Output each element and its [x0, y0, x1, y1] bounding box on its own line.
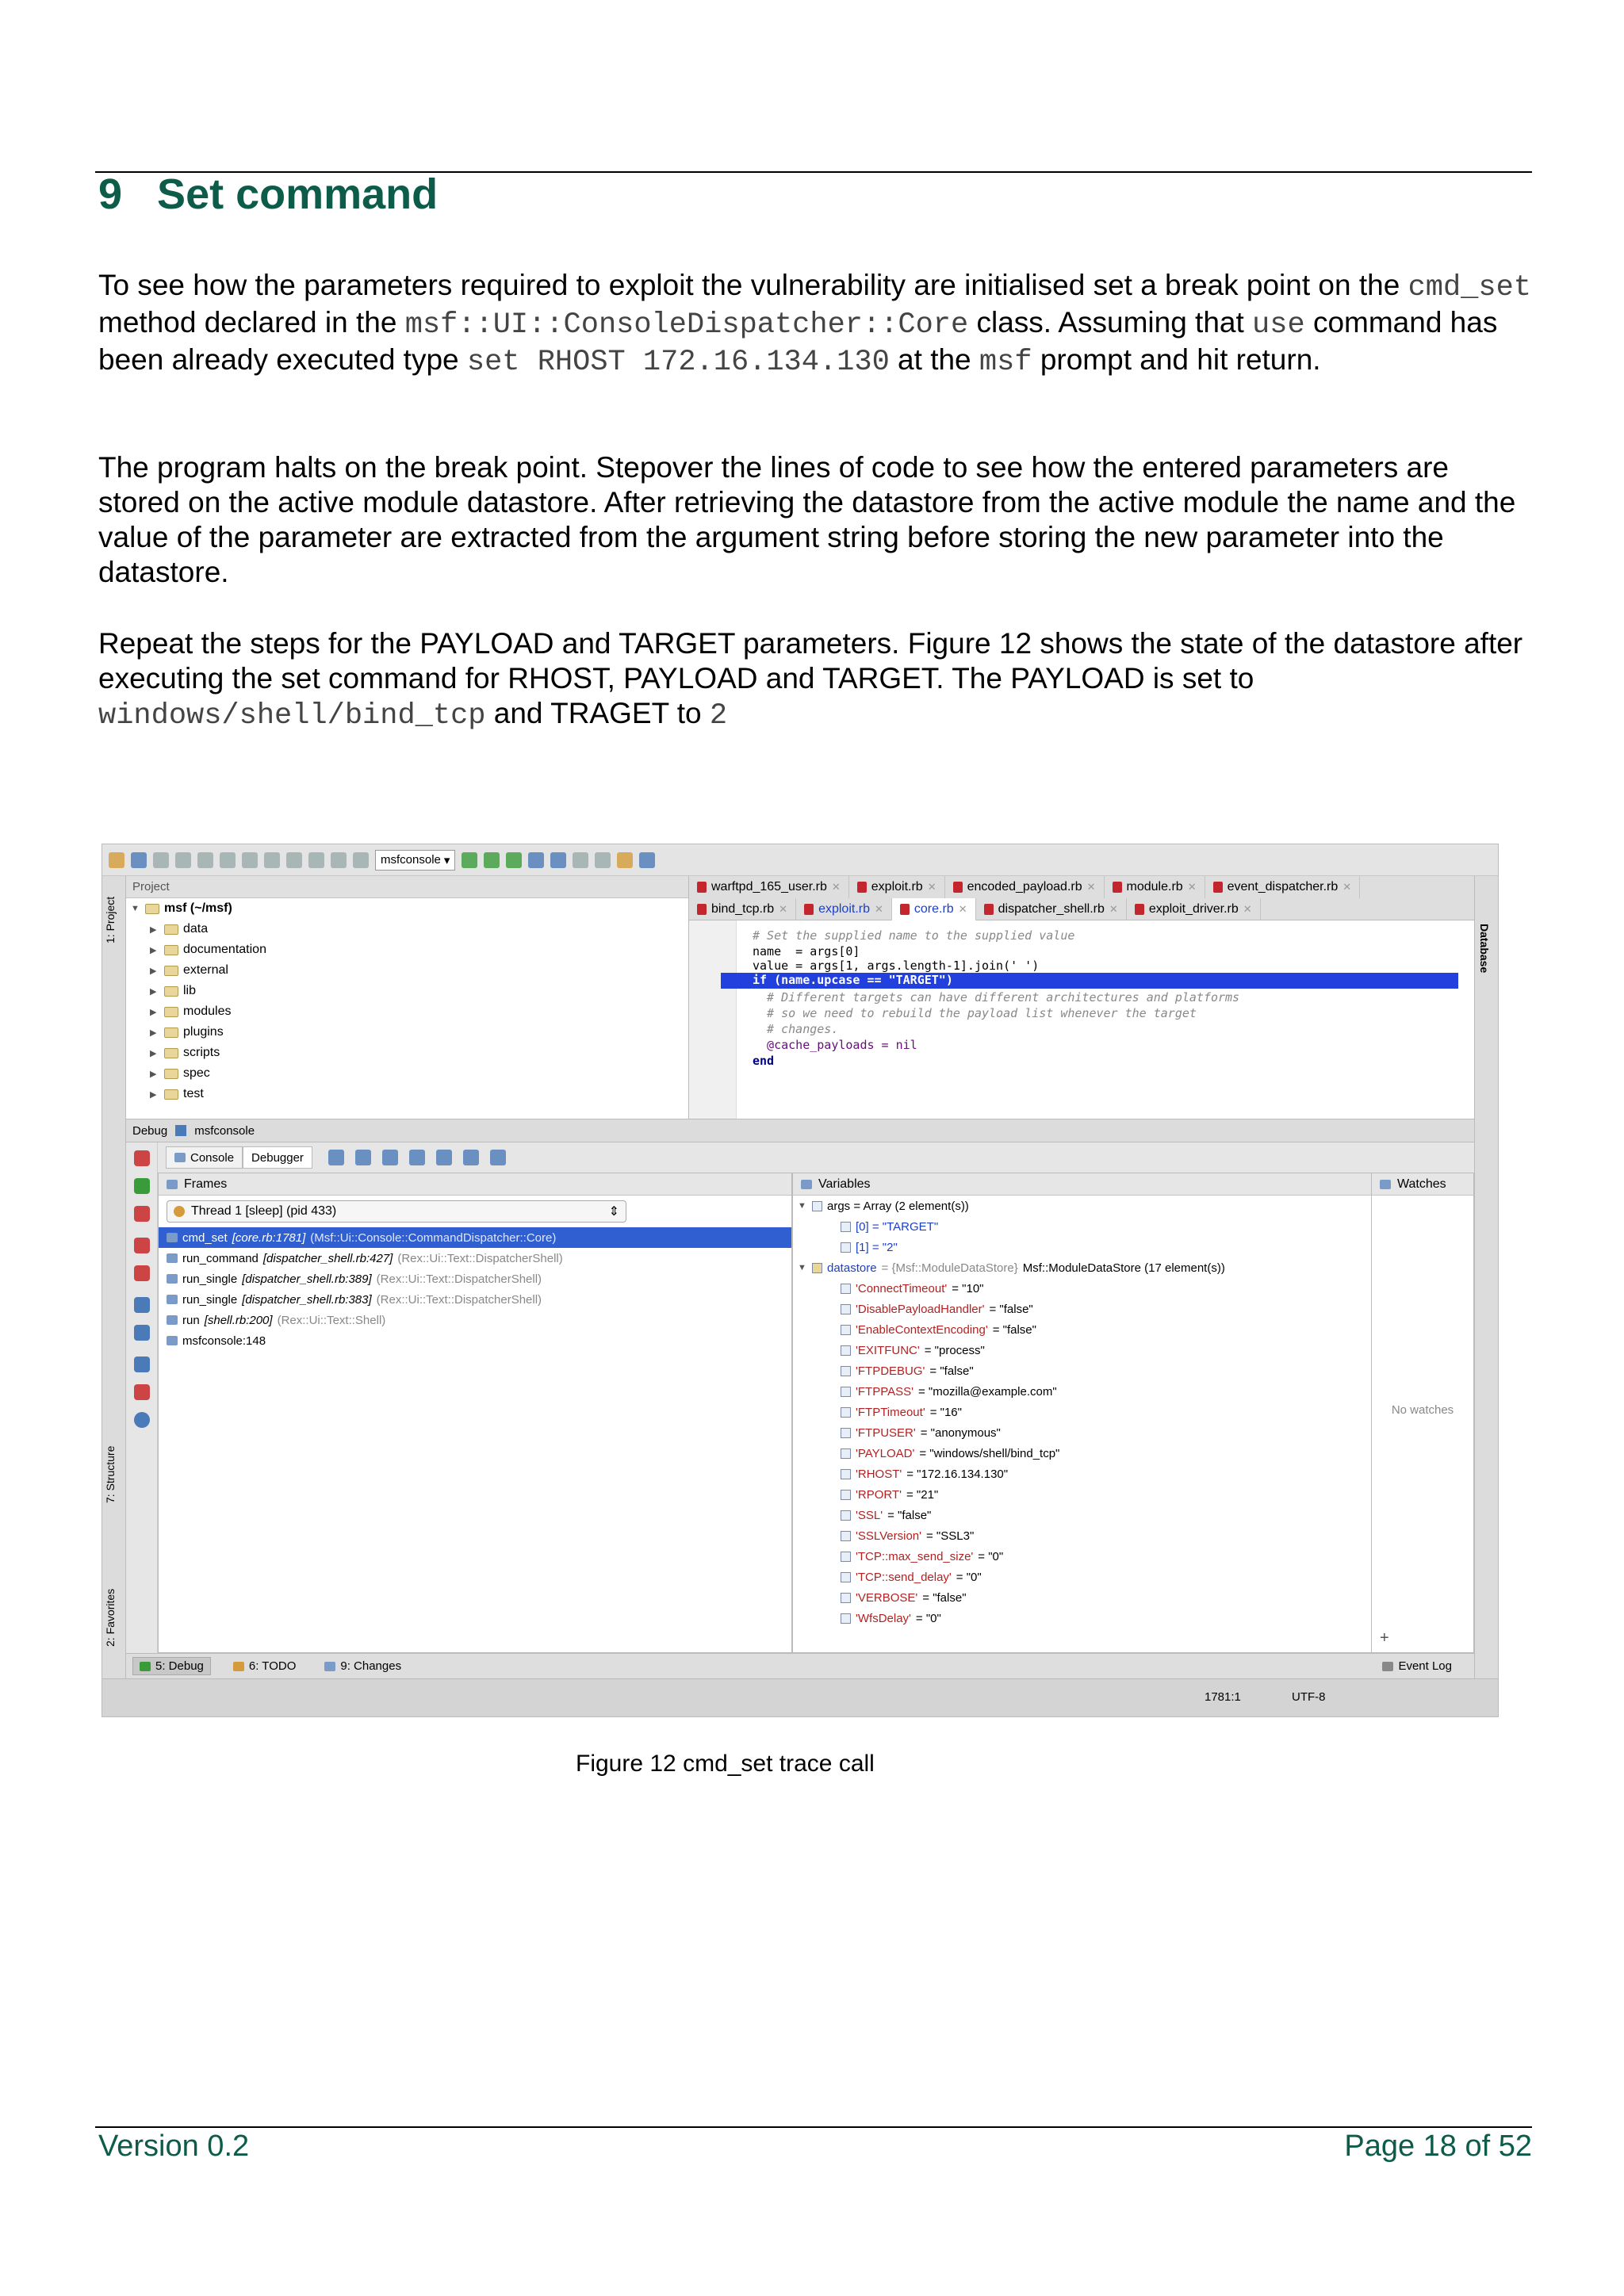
debug-header: Debug msfconsole [126, 1119, 1474, 1142]
code-set-rhost: set RHOST 172.16.134.130 [466, 346, 890, 379]
datastore-entry[interactable]: 'SSL' = "false" [793, 1505, 1442, 1525]
open-icon[interactable] [109, 852, 124, 868]
paste-icon[interactable] [264, 852, 280, 868]
datastore-entry[interactable]: 'FTPDEBUG' = "false" [793, 1360, 1442, 1381]
status-bar [102, 1678, 1498, 1716]
close-tab-icon[interactable]: ✕ [958, 903, 967, 915]
debug-icon[interactable] [484, 852, 500, 868]
left-tool-strip [102, 876, 126, 1693]
datastore-entry[interactable]: 'RPORT' = "21" [793, 1484, 1442, 1505]
ruby-file-icon [857, 882, 867, 893]
editor-tab[interactable]: exploit.rb ✕ [796, 898, 892, 920]
bottom-tool-tabs [126, 1653, 1474, 1678]
help-icon[interactable] [134, 1412, 150, 1428]
tool-tab-todo[interactable]: 6: TODO [227, 1658, 302, 1674]
run-icon[interactable] [462, 852, 477, 868]
editor-tab[interactable]: bind_tcp.rb ✕ [689, 898, 796, 920]
field-icon [841, 1428, 851, 1438]
watches-header: Watches [1372, 1173, 1473, 1196]
watches-panel [1371, 1173, 1474, 1653]
field-icon [841, 1345, 851, 1356]
code-payload: windows/shell/bind_tcp [98, 699, 486, 733]
thread-select[interactable]: Thread 1 [sleep] (pid 433) ⇕ [167, 1200, 626, 1223]
thread-icon [174, 1206, 185, 1217]
field-icon [841, 1531, 851, 1541]
tree-folder[interactable]: ▶ test [150, 1087, 204, 1100]
datastore-entry[interactable]: 'VERBOSE' = "false" [793, 1587, 1442, 1608]
datastore-entries [793, 1278, 1442, 1628]
plugin-icon[interactable] [617, 852, 633, 868]
code-editor[interactable] [689, 920, 1474, 1119]
section-heading [98, 170, 438, 219]
datastore-entry[interactable]: 'EXITFUNC' = "process" [793, 1340, 1442, 1360]
tree-folder[interactable]: ▶ modules [150, 1004, 232, 1018]
project-panel [126, 876, 689, 1119]
frame-icon [167, 1274, 178, 1284]
debug-tabs [158, 1142, 1474, 1173]
project-header[interactable]: Project [126, 876, 688, 898]
editor-tab[interactable]: dispatcher_shell.rb ✕ [976, 898, 1127, 920]
section-title: Set command [157, 170, 439, 218]
right-tool-strip [1474, 876, 1498, 1693]
back-icon[interactable] [331, 852, 347, 868]
tree-folder[interactable]: ▶ scripts [150, 1046, 220, 1059]
field-icon [841, 1510, 851, 1521]
folder-icon [164, 1027, 178, 1038]
editor-gutter[interactable] [689, 920, 737, 1119]
tree-folder[interactable]: ▶ data [150, 922, 209, 936]
frames-header: Frames [159, 1173, 791, 1196]
debug-side-toolbar [126, 1142, 158, 1653]
close-tab-icon[interactable]: ✕ [1109, 903, 1118, 915]
datastore-entry[interactable]: 'FTPPASS' = "mozilla@example.com" [793, 1381, 1442, 1402]
ruby-file-icon [953, 882, 963, 893]
code-target: 2 [709, 699, 728, 733]
ruby-file-icon [984, 904, 994, 915]
code-line: if (name.upcase == "TARGET") [753, 973, 953, 987]
folder-icon [164, 1069, 178, 1079]
editor-tab[interactable]: encoded_payload.rb ✕ [945, 876, 1105, 898]
tool-tab-debug[interactable]: 5: Debug [132, 1657, 211, 1675]
force-step-into-icon[interactable] [409, 1150, 425, 1165]
field-icon [841, 1490, 851, 1500]
var-args-item[interactable]: [1] = "2" [793, 1237, 1442, 1257]
tool-tab-favorites[interactable]: 2: Favorites [104, 1588, 117, 1647]
ruby-file-icon [804, 904, 814, 915]
code-cmd-set: cmd_set [1408, 271, 1531, 304]
add-watch-button[interactable]: + [1380, 1629, 1389, 1647]
ruby-file-icon [1113, 882, 1122, 893]
code-line: end [753, 1054, 775, 1068]
close-tab-icon[interactable]: ✕ [1342, 881, 1352, 893]
code-line: # so we need to rebuild the payload list whenever the target [753, 1006, 1197, 1020]
code-msf: msf [979, 346, 1032, 379]
editor-tab[interactable]: event_dispatcher.rb ✕ [1205, 876, 1361, 898]
frame-icon [167, 1233, 178, 1242]
field-icon [841, 1222, 851, 1232]
paragraph-repeat: Repeat the steps for the PAYLOAD and TARGET parameters. Figure 12 shows the state of the datastore after executing the set command for RHOST, PAYLOAD and TARGET. The PAYLOAD is set to windows/shell/bind_tcp and TRAGET to 2 [98, 627, 1523, 733]
folder-icon [164, 986, 178, 997]
ide-toolbar [102, 844, 1498, 876]
layout-icon[interactable] [134, 1297, 150, 1313]
undo-icon[interactable] [175, 852, 191, 868]
tree-folder[interactable]: ▶ spec [150, 1066, 210, 1080]
restore-layout-icon[interactable] [134, 1325, 150, 1341]
code-line: value = args[1, args.length-1].join(' ') [753, 959, 1040, 973]
frame-icon [167, 1315, 178, 1325]
field-icon [841, 1284, 851, 1294]
code-line: # Set the supplied name to the supplied value [753, 928, 1075, 943]
tree-root[interactable]: ▼ msf (~/msf) [131, 901, 232, 915]
stack-frame[interactable]: run [shell.rb:200] (Rex::Ui::Text::Shell) [159, 1310, 791, 1330]
variables-header: Variables [793, 1173, 1442, 1196]
datastore-entry[interactable]: 'SSLVersion' = "SSL3" [793, 1525, 1442, 1546]
folder-icon [164, 924, 178, 935]
datastore-entry[interactable]: 'DisablePayloadHandler' = "false" [793, 1299, 1442, 1319]
datastore-entry[interactable]: 'FTPTimeout' = "16" [793, 1402, 1442, 1422]
step-over-icon[interactable] [355, 1150, 371, 1165]
array-icon [812, 1201, 822, 1211]
code-line: @cache_payloads = nil [753, 1038, 917, 1052]
close-tab-icon[interactable]: ✕ [1086, 881, 1096, 893]
bottom-rule [95, 2126, 1532, 2128]
stack-frame[interactable]: run_single [dispatcher_shell.rb:389] (Rex::Ui::Text::DispatcherShell) [159, 1269, 791, 1289]
close-tab-icon[interactable]: ✕ [927, 881, 936, 893]
datastore-entry[interactable]: 'ConnectTimeout' = "10" [793, 1278, 1442, 1299]
resume-icon[interactable] [134, 1178, 150, 1194]
footer-page-number: Page 18 of 52 [1344, 2130, 1532, 2163]
tab-row-1 [689, 876, 1474, 898]
field-icon [841, 1366, 851, 1376]
field-icon [841, 1552, 851, 1562]
run-config-select[interactable]: msfconsole ▾ [375, 850, 455, 871]
field-icon [841, 1242, 851, 1253]
field-icon [841, 1304, 851, 1314]
tool-tab-project[interactable]: 1: Project [104, 896, 117, 943]
help-icon[interactable] [639, 852, 655, 868]
datastore-entry[interactable]: 'TCP::send_delay' = "0" [793, 1567, 1442, 1587]
find-icon[interactable] [286, 852, 302, 868]
frame-icon [167, 1253, 178, 1263]
vcs-icon[interactable] [573, 852, 588, 868]
file-encoding[interactable]: UTF-8 [1292, 1690, 1326, 1704]
field-icon [841, 1572, 851, 1582]
stack-frame[interactable]: run_single [dispatcher_shell.rb:383] (Rex::Ui::Text::DispatcherShell) [159, 1289, 791, 1310]
tree-folder[interactable]: ▶ external [150, 963, 228, 977]
forward-icon[interactable] [353, 852, 369, 868]
run-to-cursor-icon[interactable] [463, 1150, 479, 1165]
folder-icon [164, 1007, 178, 1017]
editor-tab[interactable]: warftpd_165_user.rb ✕ [689, 876, 849, 898]
stack-frame[interactable]: run_command [dispatcher_shell.rb:427] (Rex::Ui::Text::DispatcherShell) [159, 1248, 791, 1269]
var-datastore[interactable]: ▼ datastore = {Msf::ModuleDataStore} Msf::ModuleDataStore (17 element(s)) [798, 1261, 1225, 1275]
footer-version: Version 0.2 [98, 2130, 250, 2163]
ruby-file-icon [1135, 904, 1144, 915]
editor-tab[interactable]: exploit.rb ✕ [849, 876, 945, 898]
paragraph-breakpoint: To see how the parameters required to exploit the vulnerability are initialised set a break point on the cmd_set method declared in the msf::UI::ConsoleDispatcher::Core class. Assuming that use command has been already executed type set RHOST 172.16.134.130 at the msf prompt and hit return. [98, 269, 1531, 379]
pin-icon[interactable] [134, 1357, 150, 1372]
tools-icon[interactable] [595, 852, 611, 868]
ruby-file-icon [900, 904, 910, 915]
view-breakpoints-icon[interactable] [134, 1238, 150, 1253]
step-out-icon[interactable] [436, 1150, 452, 1165]
folder-icon [164, 1048, 178, 1058]
tool-tab-structure[interactable]: 7: Structure [104, 1445, 117, 1504]
editor-tab[interactable]: exploit_driver.rb ✕ [1127, 898, 1261, 920]
tab-row-2 [689, 898, 1474, 920]
event-log-button[interactable]: Event Log [1376, 1658, 1458, 1674]
field-icon [841, 1325, 851, 1335]
frame-icon [167, 1295, 178, 1304]
tree-folder[interactable]: ▶ documentation [150, 943, 266, 956]
tree-list [126, 919, 688, 1104]
close-tab-icon[interactable]: ✕ [1243, 903, 1252, 915]
field-icon [841, 1407, 851, 1418]
step-into-icon[interactable] [382, 1150, 398, 1165]
datastore-entry[interactable]: 'PAYLOAD' = "windows/shell/bind_tcp" [793, 1443, 1442, 1464]
stack-frame[interactable]: cmd_set [core.rb:1781] (Msf::Ui::Console::CommandDispatcher::Core) [159, 1227, 791, 1248]
field-icon [841, 1469, 851, 1479]
replace-icon[interactable] [308, 852, 324, 868]
caret-position[interactable]: 1781:1 [1205, 1690, 1241, 1704]
folder-icon [164, 966, 178, 976]
section-number: 9 [98, 170, 123, 218]
field-icon [841, 1613, 851, 1624]
var-args[interactable]: ▼ args = Array (2 element(s)) [798, 1199, 969, 1213]
frame-icon [167, 1336, 178, 1345]
debug-config-icon [175, 1125, 186, 1136]
close-tab-icon[interactable]: ✕ [779, 903, 788, 915]
redo-icon[interactable] [197, 852, 213, 868]
code-use: use [1252, 308, 1305, 342]
ruby-file-icon [1213, 882, 1223, 893]
show-execution-point-icon[interactable] [328, 1150, 344, 1165]
code-line: # Different targets can have different architectures and platforms [753, 990, 1240, 1004]
settings-icon[interactable] [528, 852, 544, 868]
stack-frame[interactable]: msfconsole:148 [159, 1330, 791, 1351]
folder-icon [164, 1089, 178, 1100]
tree-folder[interactable]: ▶ plugins [150, 1025, 224, 1039]
editor-tabs [689, 876, 1474, 920]
no-watches-text: No watches [1391, 1403, 1454, 1417]
tree-folder[interactable]: ▶ lib [150, 984, 197, 997]
frame-list [159, 1227, 791, 1351]
datastore-entry[interactable]: 'RHOST' = "172.16.134.130" [793, 1464, 1442, 1484]
copy-icon[interactable] [242, 852, 258, 868]
field-icon [841, 1448, 851, 1459]
save-icon[interactable] [131, 852, 147, 868]
tab-debugger[interactable]: Debugger [243, 1146, 312, 1169]
rerun-icon[interactable] [134, 1150, 150, 1166]
evaluate-expression-icon[interactable] [490, 1150, 506, 1165]
field-icon [841, 1387, 851, 1397]
variables-panel [792, 1173, 1442, 1653]
code-class-name: msf::UI::ConsoleDispatcher::Core [404, 308, 969, 342]
ruby-file-icon [697, 882, 707, 893]
cut-icon[interactable] [220, 852, 236, 868]
tool-tab-changes[interactable]: 9: Changes [318, 1658, 408, 1674]
datastore-entry[interactable]: 'WfsDelay' = "0" [793, 1608, 1442, 1628]
mute-breakpoints-icon[interactable] [134, 1265, 150, 1281]
datastore-entry[interactable]: 'EnableContextEncoding' = "false" [793, 1319, 1442, 1340]
frames-panel [158, 1173, 792, 1653]
structure-icon[interactable] [550, 852, 566, 868]
close-icon[interactable] [134, 1384, 150, 1400]
editor-tab[interactable]: core.rb ✕ [892, 898, 976, 920]
breakpoint-line [721, 973, 1458, 989]
tab-console[interactable]: Console [166, 1146, 243, 1169]
tool-tab-database[interactable]: Database [1478, 924, 1491, 974]
object-icon [812, 1263, 822, 1273]
var-args-item[interactable]: [0] = "TARGET" [793, 1216, 1442, 1237]
close-tab-icon[interactable]: ✕ [831, 881, 841, 893]
figure-caption: Figure 12 cmd_set trace call [576, 1751, 875, 1777]
datastore-entry[interactable]: 'FTPUSER' = "anonymous" [793, 1422, 1442, 1443]
ide-screenshot [102, 844, 1499, 1717]
code-line: name = args[0] [753, 944, 860, 959]
editor-tab[interactable]: module.rb ✕ [1105, 876, 1205, 898]
datastore-entry[interactable]: 'TCP::max_send_size' = "0" [793, 1546, 1442, 1567]
field-icon [841, 1593, 851, 1603]
paragraph-stepover: The program halts on the break point. Stepover the lines of code to see how the entered parameters are stored on the active module datastore. After retrieving the datastore from the active module the name and the value of the parameter are extracted from the argument string before storing the new parameter into the datastore. [98, 451, 1516, 588]
code-line: # changes. [753, 1022, 839, 1036]
folder-icon [145, 904, 159, 914]
folder-icon [164, 945, 178, 955]
coverage-icon[interactable] [506, 852, 522, 868]
stop-icon[interactable] [134, 1206, 150, 1222]
sync-icon[interactable] [153, 852, 169, 868]
close-tab-icon[interactable]: ✕ [1187, 881, 1197, 893]
ruby-file-icon [697, 904, 707, 915]
close-tab-icon[interactable]: ✕ [875, 903, 883, 915]
